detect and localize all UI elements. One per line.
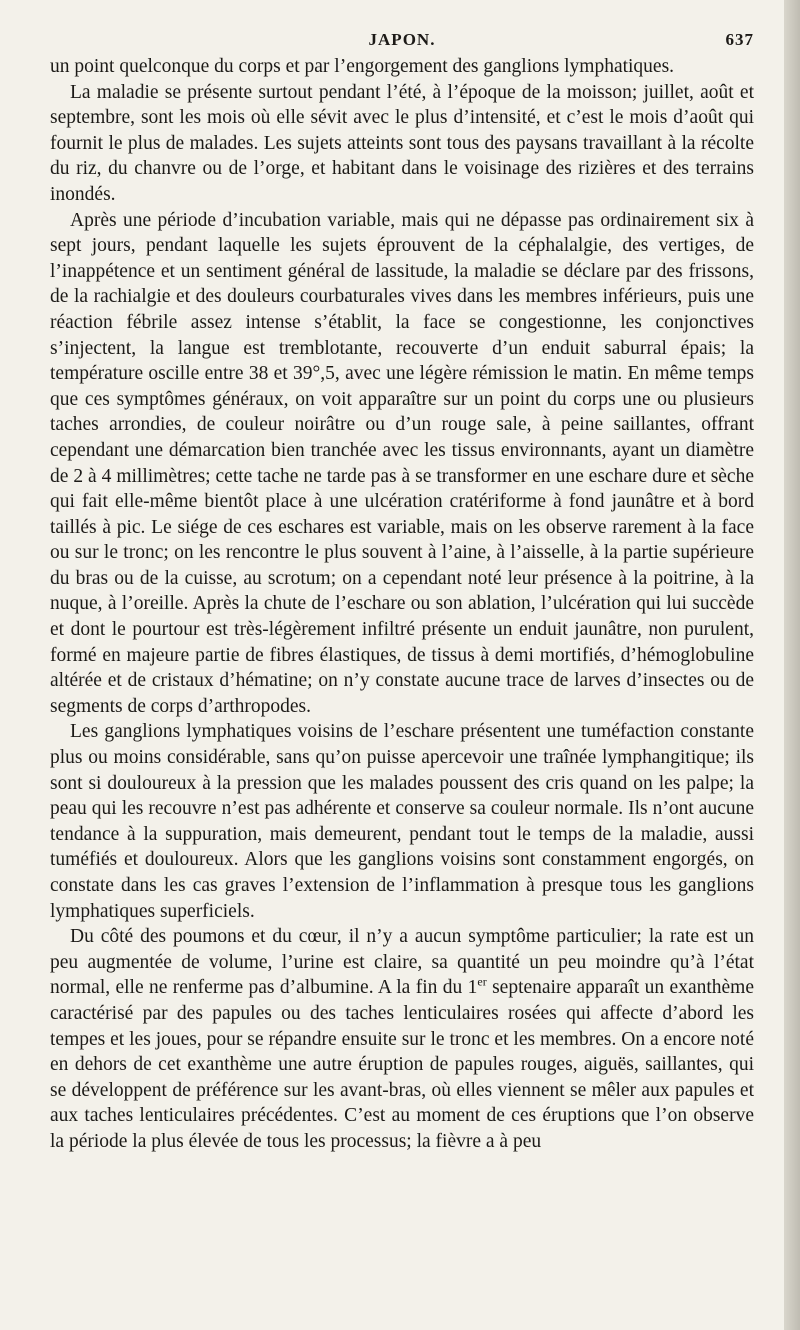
paragraph-exanthem — [50, 924, 754, 1154]
running-title: JAPON. — [368, 30, 436, 49]
paragraph-ganglions: Les ganglions lymphatiques voisins de l’eschare présentent une tuméfaction constante plus ou moins considérable, sans qu’on puisse apercevoir une traînée lymphangitique; ils sont si douloureux à la pression que les malades poussent des cris quand on les palpe; la peau qui les recouvre n’est pas adhérente et conserve sa couleur normale. Ils n’ont aucune tendance à la suppuration, mais demeurent, pendant tout le temps de la maladie, aussi tuméfiés et douloureux. Alors que les ganglions voisins sont constamment engorgés, on constate dans les cas graves l’extension de l’inflammation à presque tous les ganglions lymphatiques superficiels. — [50, 721, 754, 922]
exanthem-text-start: Du côté des poumons et du cœur, il n’y a aucun symptôme particulier; la rate est un peu augmentée de volume, l’urine est claire, sa quantité un peu moindre qu’à l’état normal, elle ne renferme pas d’albumine. A la fin du 1 — [50, 926, 754, 999]
paragraph-symptoms: Après une période d’incubation variable, mais qui ne dépasse pas ordinairement six à sept jours, pendant laquelle les sujets éprouvent de la céphalalgie, des vertiges, de l’inappétence et un sentiment général de lassitude, la maladie se déclare par des frissons, de la rachialgie et des douleurs courbaturales vives dans les membres inférieurs, puis une réaction fébrile assez intense s’établit, la face se congestionne, les conjonctives s’injectent, la langue est tremblotante, recouverte d’un enduit saburral épais; la température oscille entre 38 et 39°,5, avec une légère rémission le matin. En même temps que ces symptômes généraux, on voit apparaître sur un point du corps une ou plusieurs taches arrondies, de couleur noirâtre ou d’un rouge sale, à peine saillantes, offrant cependant une démarcation bien tranchée avec les tissus environnants, ayant un diamètre de 2 à 4 millimètres; cette tache ne tarde pas à se transformer en une eschare dure et sèche qui fait elle-même bientôt place à une ulcération cratériforme à fond jaunâtre et à bord taillés à pic. Le siége de ces eschares est variable, mais on les observe rarement à la face ou sur le tronc; on les rencontre le plus souvent à l’aine, à l’aisselle, à la partie supérieure du bras ou de la cuisse, au scrotum; on a cependant noté leur présence à la poitrine, à la nuque, à l’oreille. Après la chute de l’eschare ou son ablation, l’ulcération qui lui succède et dont le pourtour est très-légèrement infiltré présente un enduit jaunâtre, non purulent, formé en majeure partie de fibres élastiques, de tissus à demi mortifiés, d’hémoglobuline altérée et de cristaux d’hématine; on n’y constate aucune trace de larves d’insectes ou de segments de corps d’arthropodes. — [50, 209, 754, 717]
paragraph-continued: un point quelconque du corps et par l’engorgement des ganglions lymphatiques. — [50, 56, 675, 77]
ordinal-superscript: er — [477, 974, 487, 989]
paragraph-season: La maladie se présente surtout pendant l’été, à l’époque de la moisson; juillet, août et septembre, sont les mois où elle sévit avec le plus d’intensité, et c’est le mois d’août qui fournit le plus de malades. Les sujets atteints sont tous des paysans travaillant à la récolte du riz, du chanvre ou de l’orge, et habitant dans le voisinage des rizières et des terrains inondés. — [50, 81, 754, 205]
running-header — [50, 30, 754, 54]
text-body — [50, 54, 754, 1155]
page-edge-shadow — [784, 0, 800, 1330]
exanthem-text-end: septenaire apparaît un exanthème caractérisé par des papules ou des taches lenticulaires rosées qui affecte d’abord les tempes et les joues, pour se répandre ensuite sur le tronc et les membres. On a encore noté en dehors de cet exanthème une autre éruption de papules rouges, aiguës, saillantes, qui se développent de préférence sur les avant-bras, où elles viennent se mêler aux papules et aux taches lenticulaires précédentes. C’est au moment de ces éruptions que l’on observe la période la plus élevée de tous les processus; la fièvre a à peu — [50, 977, 754, 1152]
page-number: 637 — [725, 30, 754, 49]
